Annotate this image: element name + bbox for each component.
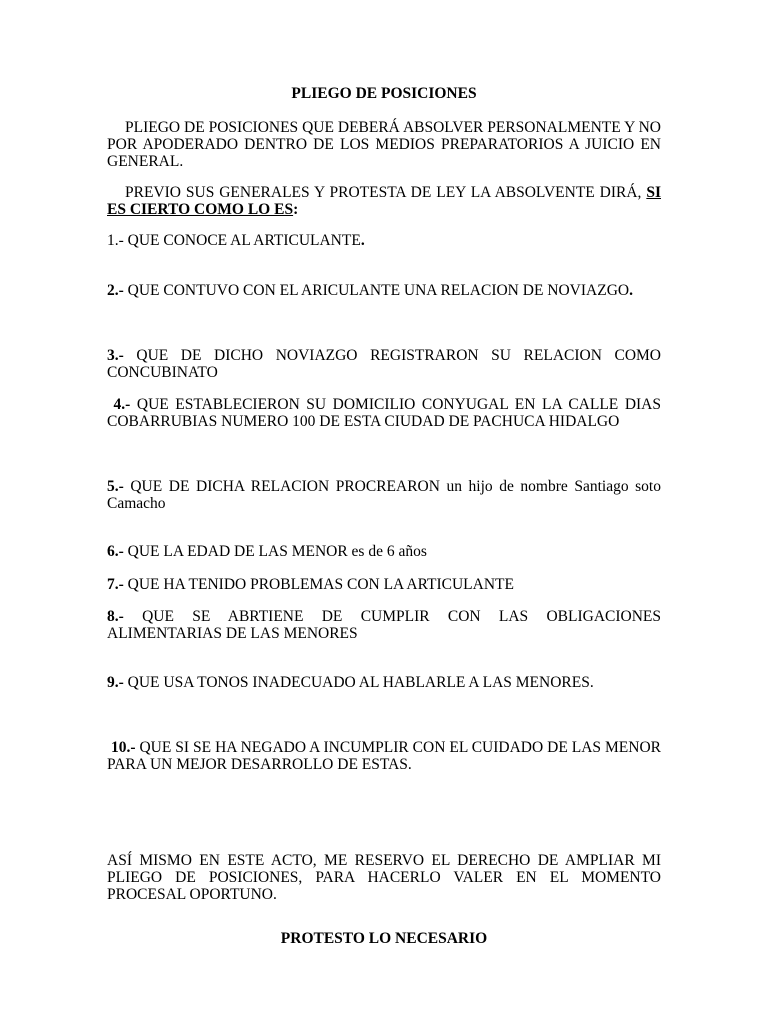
item-text: QUE CONOCE AL ARTICULANTE bbox=[123, 232, 361, 249]
item-number: 9.- bbox=[107, 674, 124, 691]
item-number: 10.- bbox=[110, 739, 136, 756]
preamble-paragraph bbox=[107, 184, 661, 218]
item-number: 8.- bbox=[107, 608, 124, 625]
item-number: 7.- bbox=[107, 576, 124, 593]
item-number: 5.- bbox=[107, 478, 124, 495]
intro-paragraph: PLIEGO DE POSICIONES QUE DEBERÁ ABSOLVER PERSONALMENTE Y NO POR APODERADO DENTRO DE LOS MEDIOS PREPARATORIOS A JUICIO EN GENERAL. bbox=[107, 119, 661, 170]
item-text: 1.- bbox=[107, 232, 124, 249]
position-item-6 bbox=[107, 543, 661, 560]
item-text: QUE SE ABRTIENE DE CUMPLIR CON LAS OBLIGACIONES ALIMENTARIAS DE LAS MENORES bbox=[107, 608, 661, 642]
item-number: 3.- bbox=[107, 347, 124, 364]
signoff: PROTESTO LO NECESARIO bbox=[280, 930, 488, 947]
item-text: QUE ESTABLECIERON SU DOMICILIO CONYUGAL EN LA CALLE DIAS COBARRUBIAS NUMERO 100 DE ESTA CIUDAD DE PACHUCA HIDALGO bbox=[107, 396, 661, 430]
item-text: QUE SI SE HA NEGADO A INCUMPLIR CON EL CUIDADO DE LAS MENOR PARA UN MEJOR DESARROLLO DE ESTAS. bbox=[107, 739, 661, 773]
position-item-2 bbox=[107, 282, 661, 299]
position-item-8 bbox=[107, 608, 661, 642]
item-text: QUE HA TENIDO PROBLEMAS CON LA ARTICULANTE bbox=[123, 576, 514, 593]
item-end: . bbox=[629, 282, 633, 299]
preamble-colon: : bbox=[293, 201, 299, 218]
item-text: QUE USA TONOS INADECUADO AL HABLARLE A LAS MENORES. bbox=[123, 674, 594, 691]
item-text: QUE DE DICHA RELACION PROCREARON un hijo de nombre Santiago soto Camacho bbox=[107, 478, 661, 512]
item-end: . bbox=[360, 232, 365, 249]
position-item-4 bbox=[107, 396, 661, 430]
position-item-9 bbox=[107, 674, 661, 691]
preamble-emphasis: SI ES CIERTO COMO LO ES bbox=[107, 184, 661, 218]
item-number: 6.- bbox=[107, 543, 124, 560]
position-item-10 bbox=[107, 739, 661, 773]
position-item-1 bbox=[107, 232, 661, 249]
item-number: 2.- bbox=[107, 282, 124, 299]
position-item-7 bbox=[107, 576, 661, 593]
preamble-text: PREVIO SUS GENERALES Y PROTESTA DE LEY LA ABSOLVENTE DIRÁ, bbox=[125, 184, 647, 201]
item-number: 4.- bbox=[113, 396, 131, 413]
document-title: PLIEGO DE POSICIONES bbox=[291, 85, 477, 102]
position-item-3 bbox=[107, 347, 661, 381]
item-text: QUE LA EDAD DE LAS MENOR es de 6 años bbox=[123, 543, 427, 560]
item-text: QUE DE DICHO NOVIAZGO REGISTRARON SU RELACION COMO CONCUBINATO bbox=[107, 347, 661, 381]
item-text: QUE CONTUVO CON EL ARICULANTE UNA RELACION DE NOVIAZGO bbox=[123, 282, 630, 299]
closing-paragraph: ASÍ MISMO EN ESTE ACTO, ME RESERVO EL DERECHO DE AMPLIAR MI PLIEGO DE POSICIONES, PARA HACERLO VALER EN EL MOMENTO PROCESAL OPORTUNO. bbox=[107, 852, 661, 903]
position-item-5 bbox=[107, 478, 661, 512]
